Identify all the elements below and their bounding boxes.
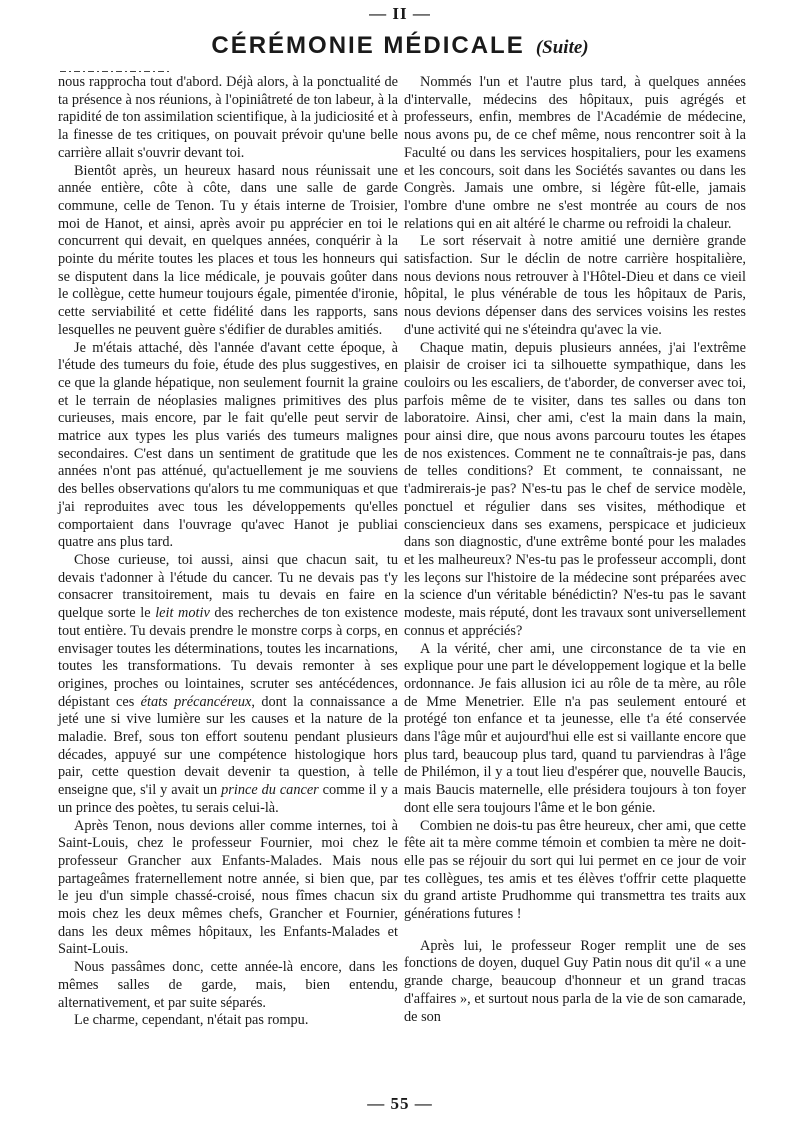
left-paragraph-6: Nous passâmes donc, cette année-là encore, dans les mêmes salles de garde, mais, bien entendu, alternativement, et par suite séparés.	[58, 959, 398, 1011]
right-paragraph-3: Chaque matin, depuis plusieurs années, j'ai l'extrême plaisir de croiser ici ta silhouette sympathique, dans les couloirs ou les escaliers, de t'aborder, de converser avec toi, parfois même de te visiter, dans tes salles ou dans ton laboratoire. Ainsi, cher ami, c'est la main dans la main, pour ainsi dire, que nous avons parcouru toutes les étapes de nos existences. Comment ne te connaîtrais-je pas, dans de telles conditions? Et comment, te connaissant, ne t'admirerais-je pas? N'es-tu pas le chef de service modèle, ponctuel et régulier dans ses visites, méthodique et consciencieux dans ses examens, perspicace et judicieux dans son diagnostic, d'une extrême bonté pour les malades et les malheureux? N'es-tu pas le professeur accompli, dont les leçons sur l'histoire de la médecine sont préparées avec la science d'un véritable bénédictin? N'es-tu pas le savant modeste, mais réputé, dont les travaux sont universellement connus et appréciés?	[404, 339, 746, 639]
text-run: des recherches de ton existence tout entière. Tu devais prendre le monstre corps à corps, en envisager toutes les déterminations, toutes les incarnations, toutes les transformations. Tu devais remonter à ses origines, proches ou lointaines, scruter ses antécédences, dépistant ces	[58, 605, 398, 710]
page-title: CÉRÉMONIE MÉDICALE	[211, 32, 525, 59]
text-run: Chose curieuse, toi aussi, ainsi que chacun sait, tu devais t'adonner à l'étude du cancer. Tu ne devais pas t'y consacrer transitoirement, mais tu devais en faire en quelque sorte le	[58, 551, 398, 622]
left-paragraph-5: Après Tenon, nous devions aller comme internes, toi à Saint-Louis, chez le professeur Fournier, moi chez le professeur Grancher aux Enfants-Malades. Mais nous partageâmes fraternellement notre année, si bien que, par le jeu d'un simple chassé-croisé, nous fîmes chacun six mois chez les deux mêmes chefs, Grancher et Fournier, dans les deux mêmes hôpitaux, les Enfants-Malades et Saint-Louis.	[58, 817, 398, 958]
italic-phrase-prince-du-cancer: prince du cancer	[221, 782, 319, 799]
italic-phrase-leit-motiv: leit motiv	[155, 605, 210, 622]
page-heading	[0, 32, 800, 60]
right-paragraph-2: Le sort réservait à notre amitié une dernière grande satisfaction. Sur le déclin de notre carrière hospitalière, nous devions nous retrouver à l'Hôtel-Dieu et dans ce vieil hôpital, le plus vénérable de tous les hôpitaux de Paris, nous devions dépenser dans des services voisins les restes d'une activité qui ne s'éteindra qu'avec la vie.	[404, 233, 746, 338]
left-column	[58, 74, 398, 1030]
right-column	[404, 74, 746, 1026]
left-paragraph-7: Le charme, cependant, n'était pas rompu.	[74, 1012, 309, 1029]
left-paragraph-2: Bientôt après, un heureux hasard nous réunissait une année entière, côte à côte, dans une salle de garde commune, celle de Tenon. Tu y étais interne de Troisier, moi de Hanot, et ainsi, après avoir pu apprécier en toi le concurrent qui devait, en quelques années, conquérir à la pointe du mérite toutes les places et tous les honneurs qui se disputent dans la lice médicale, je pouvais goûter dans le collègue, cette humeur toujours égale, pimentée d'ironie, cette serviabilité et cette fidélité dans les rapports, sans lesquelles ne peuvent guère s'édifier de durables amitiés.	[58, 162, 398, 338]
italic-phrase-etats-precancereux: états précancéreux	[140, 693, 252, 710]
top-page-number: — II —	[369, 4, 431, 23]
decorative-rule	[60, 70, 170, 73]
bottom-page-number: — 55 —	[367, 1094, 433, 1113]
left-paragraph-3: Je m'étais attaché, dès l'année d'avant cette époque, à l'étude des tumeurs du foie, étude des plus suggestives, en ce que la glande hépatique, non seulement fournit la graine et le terrain de néoplasies malignes primitives des plus curieuses, mais encore, par le fait qu'elle peut servir de matrice aux types les plus variés des tumeurs malignes secondaires. C'est dans un sentiment de gratitude que les années n'ont pas atténué, qu'actuellement je me souviens des belles observations qu'alors tu me communiquas et que j'ai reproduites avec tous les développements qu'elles comportaient dans l'ouvrage qu'avec Hanot je publiai quatre ans plus tard.	[58, 339, 398, 551]
right-paragraph-6: Après lui, le professeur Roger remplit une de ses fonctions de doyen, duquel Guy Patin nous dit qu'il « a une grande charge, beaucoup d'honneur et un grand tracas d'affaires », et surtout nous parla de la vie de son camarade, de son	[404, 937, 746, 1025]
left-paragraph-1: nous rapprocha tout d'abord. Déjà alors, à la ponctualité de ta présence à nos réunions, à l'opiniâtreté de ton labeur, à la rapidité de ton assimilation scientifique, à la judiciosité et à la finesse de tes critiques, on pouvait prévoir qu'une belle carrière allait s'ouvrir devant toi.	[58, 74, 398, 161]
right-paragraph-5: Combien ne dois-tu pas être heureux, cher ami, que cette fête ait ta mère comme témoin et combien ta mère ne doit-elle pas se réjouir du sort qui lui permet en ce jour de voir tes collègues, tes amis et tes élèves t'offrir cette plaquette du grand artiste Prudhomme qui transmettra tes traits aux générations futures !	[404, 817, 746, 923]
left-paragraph-4	[58, 552, 398, 818]
text-run: comme il y a un prince des poètes, tu serais celui-là.	[58, 782, 398, 816]
right-paragraph-4: A la vérité, cher ami, une circonstance de ta vie en explique pour une part le développement logique et la belle ordonnance. Je fais allusion ici au rôle de ta mère, au rôle de Mme Menetrier. Elle n'a pas seulement entouré et protégé ton enfance et ta jeunesse, elle t'a été conservée dans l'âge mûr et aujourd'hui elle est si vaillante encore que plus tard, beaucoup plus tard, quand tu parviendras à l'âge de Philémon, il y a tout lieu d'espérer que, nouvelle Baucis, mais Baucis maternelle, elle présidera toujours à ton foyer dont elle sera toujours l'âme et le bon génie.	[404, 640, 746, 816]
right-paragraph-1: Nommés l'un et l'autre plus tard, à quelques années d'intervalle, médecins des hôpitaux, puis agrégés et professeurs, enfin, membres de l'Académie de médecine, nous avons pu, de ce chef même, nous rencontrer soit à la Faculté ou dans les services hospitaliers, pour les examens et les concours, soit dans les Sociétés savantes ou dans les Congrès. Jamais une ombre, si légère fût-elle, jamais l'ombre d'une ombre ne s'est montrée au cours de nos relations qui en ait altéré le charme ou refroidi la chaleur.	[404, 74, 746, 232]
page-subtitle: (Suite)	[535, 37, 589, 58]
text-run: , dont la connaissance a jeté une si vive lumière sur les causes et la nature de la maladie. Bref, sous ton effort soutenu pendant plusieurs décades, appuyé sur une compétence histologique hors pair, cette question devait devenir ta question, à telle enseigne que, s'il y avait un	[58, 693, 399, 799]
